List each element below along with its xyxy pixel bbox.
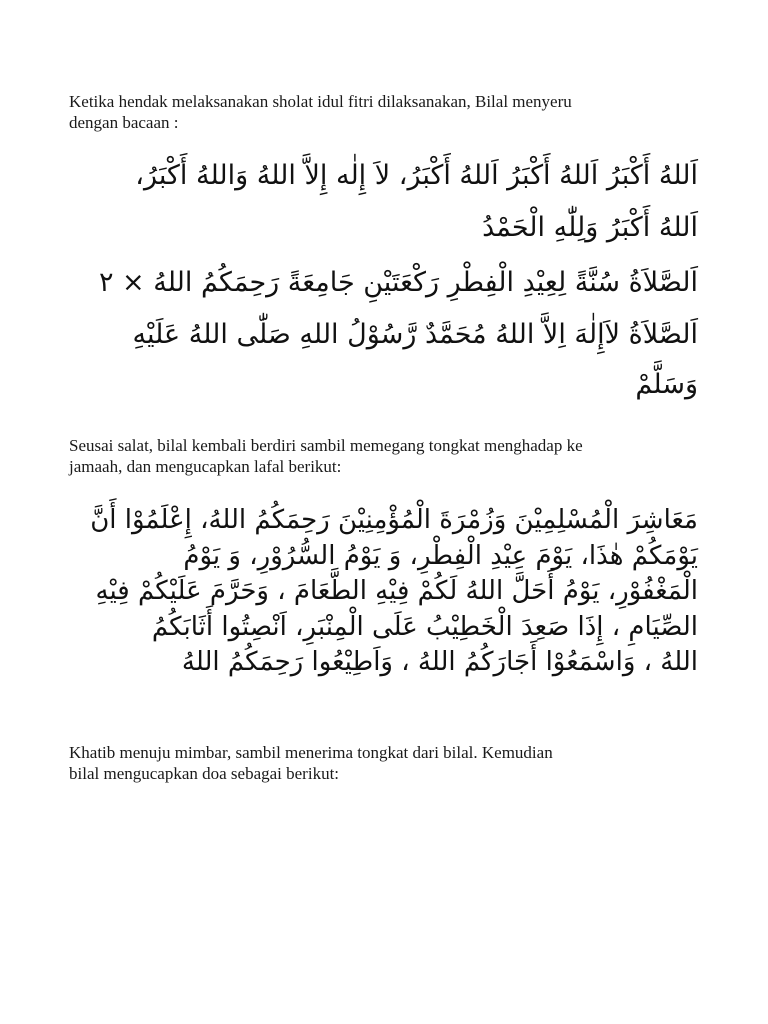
lafal-arabic — [90, 503, 698, 681]
khatib-line-2: bilal mengucapkan doa sebagai berikut: — [69, 764, 340, 783]
khatib-paragraph — [69, 742, 709, 784]
lafal-line-1: مَعَاشِرَ الْمُسْلِمِيْنَ وَزُمْرَةَ الْمُؤْمِنِيْنَ رَحِمَكُمُ اللهُ، إِعْلَمُوْا أَنَّ — [90, 505, 698, 535]
takbir-arabic — [135, 150, 698, 254]
salawat-line-2: وَسَلَّمْ — [635, 369, 698, 400]
lafal-line-5: اللهُ ، وَاسْمَعُوْا أَجَارَكُمُ اللهُ ، وَاَطِيْعُوا رَحِمَكُمُ اللهُ — [181, 647, 698, 677]
intro-line-1: Ketika hendak melaksanakan sholat idul fitri dilaksanakan, Bilal menyeru — [69, 92, 572, 111]
seusai-line-2: jamaah, dan mengucapkan lafal berikut: — [69, 457, 342, 476]
seruan-arabic — [99, 258, 698, 308]
takbir-line-1: اَللهُ أَكْبَرُ اَللهُ أَكْبَرُ اَللهُ أَكْبَرُ، لاَ إِلٰه إِلاَّ اللهُ وَاللهُ أَكْبَرُ، — [135, 160, 698, 191]
lafal-line-4: الصِّيَامِ ، إِذَا صَعِدَ الْخَطِيْبُ عَلَى الْمِنْبَرِ، اَنْصِتُوا أَثَابَكُمُ — [151, 611, 698, 642]
seusai-line-1: Seusai salat, bilal kembali berdiri sambil memegang tongkat menghadap ke — [69, 436, 583, 455]
salawat-line-1: اَلصَّلاَةُ لاَإِلٰهَ اِلاَّ اللهُ مُحَمَّدٌ رَّسُوْلُ اللهِ صَلّٰى اللهُ عَلَيْهِ — [132, 319, 698, 350]
salawat-arabic — [132, 310, 698, 410]
lafal-line-3: الْمَغْفُوْرِ، يَوْمُ أَحَلَّ اللهُ لَكُمْ فِيْهِ الطَّعَامَ ، وَحَرَّمَ عَلَيْكُمْ فِيْهِ — [95, 576, 698, 606]
seruan-line-1: اَلصَّلاَةُ سُنَّةً لِعِيْدِ الْفِطْرِ رَكْعَتَيْنِ جَامِعَةً رَحِمَكُمُ اللهُ × ٢ — [98, 267, 698, 298]
takbir-line-2: اَللهُ أَكْبَرُ وَلِلّٰهِ الْحَمْدُ — [482, 212, 698, 243]
lafal-line-2: يَوْمَكُمْ هٰذَا، يَوْمَ عِيْدِ الْفِطْرِ، وَ يَوْمُ السُّرُوْرِ، وَ يَوْمُ — [183, 540, 698, 571]
seusai-paragraph — [69, 435, 709, 477]
intro-line-2: dengan bacaan : — [69, 113, 179, 132]
intro-paragraph — [69, 91, 709, 133]
khatib-line-1: Khatib menuju mimbar, sambil menerima tongkat dari bilal. Kemudian — [69, 743, 553, 762]
